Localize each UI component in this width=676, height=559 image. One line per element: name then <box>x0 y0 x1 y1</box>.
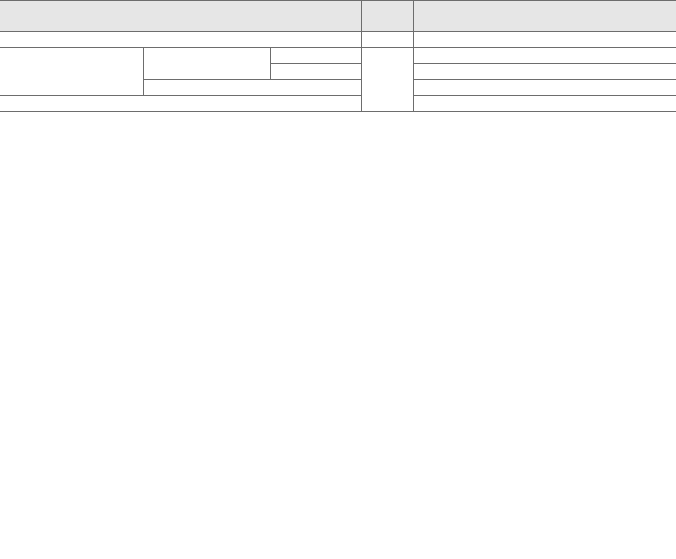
table-header-row <box>0 1 676 32</box>
row-value <box>413 80 676 96</box>
row-label <box>0 96 361 112</box>
row-label <box>0 32 361 48</box>
row-value <box>413 48 676 64</box>
row-sublabel <box>143 80 361 96</box>
table-row <box>0 96 676 112</box>
row-unit <box>361 32 413 48</box>
row-unit <box>361 48 413 112</box>
row-value <box>413 96 676 112</box>
row-sublabel <box>270 48 361 64</box>
row-value <box>413 32 676 48</box>
row-label <box>0 48 143 96</box>
row-sublabel <box>270 64 361 80</box>
row-value <box>413 64 676 80</box>
row-sublabel <box>143 48 270 80</box>
header-unit <box>361 1 413 32</box>
table-row <box>0 48 676 64</box>
header-data <box>413 1 676 32</box>
header-name <box>0 1 361 32</box>
table-row <box>0 32 676 48</box>
parameter-table <box>0 0 676 112</box>
